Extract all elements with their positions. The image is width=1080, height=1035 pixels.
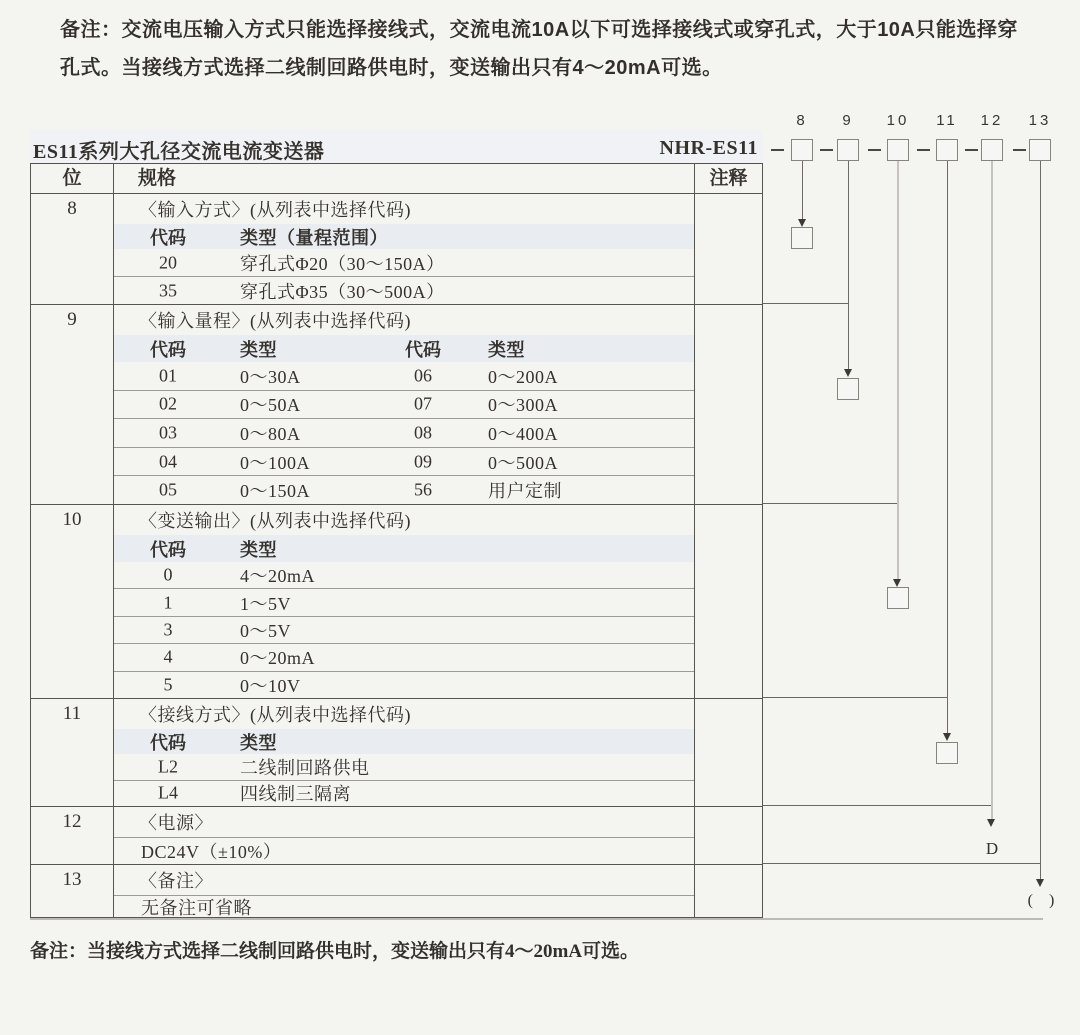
arrow-down-icon bbox=[893, 579, 901, 587]
type-cell: 0～30A bbox=[240, 366, 301, 387]
code-cell: L4 bbox=[158, 782, 178, 803]
series-title: ES11系列大孔径交流电流变送器 bbox=[33, 141, 325, 163]
dash-separator bbox=[771, 149, 784, 151]
power-code-letter: D bbox=[985, 839, 999, 858]
value-cell: DC24V（±10%） bbox=[141, 842, 282, 862]
arrow-down-icon bbox=[1036, 879, 1044, 887]
leader-line-13 bbox=[1040, 161, 1041, 879]
code-cell: 05 bbox=[159, 479, 177, 500]
bottom-note: 备注：当接线方式选择二线制回路供电时，变送输出只有4～20mA可选。 bbox=[30, 941, 640, 962]
connector-line bbox=[763, 303, 848, 304]
type-cell: 4～20mA bbox=[240, 566, 315, 587]
type-cell: 0～100A bbox=[240, 452, 310, 473]
type-cell: 0～5V bbox=[240, 621, 291, 642]
position-number: 8 bbox=[31, 194, 114, 304]
type-cell: 0～400A bbox=[488, 423, 558, 444]
type-cell: 用户定制 bbox=[488, 481, 562, 502]
option-row bbox=[114, 475, 694, 504]
type-cell: 0～20mA bbox=[240, 648, 315, 669]
code-cell: 20 bbox=[159, 252, 177, 272]
position-number: 11 bbox=[31, 699, 114, 806]
dash-separator bbox=[917, 149, 930, 151]
section-title: 〈接线方式〉 (从列表中选择代码) bbox=[139, 705, 411, 725]
code-box-13 bbox=[1029, 139, 1051, 161]
type-cell: 穿孔式Φ35（30～500A） bbox=[240, 281, 445, 302]
code-cell: 04 bbox=[159, 451, 177, 472]
option-row bbox=[114, 780, 694, 807]
dash-separator bbox=[820, 149, 833, 151]
note-cell bbox=[695, 699, 762, 806]
remark-placeholder: ( ) bbox=[1027, 892, 1055, 909]
option-row bbox=[114, 562, 694, 588]
code-cell: 56 bbox=[414, 479, 432, 500]
section-title: 〈备注〉 bbox=[139, 871, 213, 891]
type-cell: 0～200A bbox=[488, 366, 558, 387]
type-cell: 0～10V bbox=[240, 675, 301, 696]
option-row bbox=[114, 895, 694, 917]
bottom-rule bbox=[30, 918, 1043, 920]
section-title: 〈输入量程〉 (从列表中选择代码) bbox=[139, 311, 411, 331]
type-cell: 0～150A bbox=[240, 481, 310, 502]
header-spec: 规格 bbox=[114, 164, 695, 193]
code-cell: 03 bbox=[159, 422, 177, 443]
position-label-13: 13 bbox=[1028, 112, 1052, 129]
code-cell: 35 bbox=[159, 280, 177, 300]
type-cell: 0～50A bbox=[240, 395, 301, 416]
position-label-11: 11 bbox=[936, 112, 958, 129]
position-number: 10 bbox=[31, 505, 114, 698]
note-cell bbox=[695, 194, 762, 304]
table-row-9 bbox=[31, 304, 762, 504]
position-number: 12 bbox=[31, 807, 114, 864]
connector-line bbox=[763, 697, 947, 698]
option-row bbox=[114, 588, 694, 615]
table-row-13 bbox=[31, 864, 762, 917]
table-row-10 bbox=[31, 504, 762, 698]
connector-line bbox=[763, 805, 991, 806]
connector-line bbox=[763, 503, 897, 504]
note-cell bbox=[695, 865, 762, 917]
value-cell: 无备注可省略 bbox=[141, 897, 252, 918]
type-cell: 0～300A bbox=[488, 395, 558, 416]
note-cell bbox=[695, 305, 762, 504]
code-cell: L2 bbox=[158, 756, 178, 777]
section-title: 〈变送输出〉 (从列表中选择代码) bbox=[139, 511, 411, 531]
table-row-8 bbox=[31, 193, 762, 304]
arrow-down-icon bbox=[943, 733, 951, 741]
header-position: 位 bbox=[31, 164, 114, 193]
leader-line-11 bbox=[947, 161, 948, 733]
option-row bbox=[114, 362, 694, 390]
code-box-11 bbox=[936, 139, 958, 161]
code-cell: 3 bbox=[163, 619, 173, 640]
arrow-down-icon bbox=[844, 369, 852, 377]
note-cell bbox=[695, 807, 762, 864]
leader-line-10 bbox=[897, 161, 899, 579]
code-cell: 4 bbox=[163, 646, 173, 667]
position-label-10: 10 bbox=[886, 112, 910, 129]
option-row bbox=[114, 671, 694, 698]
position-label-12: 12 bbox=[980, 112, 1004, 129]
type-cell: 1～5V bbox=[240, 593, 291, 614]
option-row bbox=[114, 643, 694, 670]
option-row bbox=[114, 390, 694, 419]
code-box-8 bbox=[791, 139, 813, 161]
table-header bbox=[31, 164, 762, 193]
code-cell: 01 bbox=[159, 365, 177, 386]
position-label-9: 9 bbox=[842, 112, 854, 129]
section-title: 〈输入方式〉 (从列表中选择代码) bbox=[139, 200, 411, 220]
leader-line-9 bbox=[848, 161, 849, 369]
dash-separator bbox=[868, 149, 881, 151]
code-cell: 0 bbox=[163, 564, 173, 585]
code-type-header: 代码 类型 代码 类型 bbox=[114, 335, 694, 362]
type-cell: 二线制回路供电 bbox=[240, 757, 370, 778]
position-number: 9 bbox=[31, 305, 114, 504]
code-cell: 06 bbox=[414, 365, 432, 386]
code-cell: 07 bbox=[414, 393, 432, 414]
code-cell: 1 bbox=[163, 592, 173, 613]
option-row bbox=[114, 616, 694, 643]
model-prefix: NHR-ES11 bbox=[659, 137, 758, 159]
type-cell: 0～80A bbox=[240, 423, 301, 444]
position-number: 13 bbox=[31, 865, 114, 917]
connector-line bbox=[763, 863, 1040, 864]
position-label-8: 8 bbox=[796, 112, 808, 129]
arrow-down-icon bbox=[987, 819, 995, 827]
leader-line-12 bbox=[991, 161, 993, 819]
type-cell: 四线制三隔离 bbox=[240, 784, 351, 805]
selection-box-9 bbox=[837, 378, 859, 400]
arrow-down-icon bbox=[798, 219, 806, 227]
code-cell: 09 bbox=[414, 451, 432, 472]
option-row bbox=[114, 754, 694, 780]
option-row bbox=[114, 837, 694, 864]
top-note: 备注：交流电压输入方式只能选择接线式，交流电流10A以下可选择接线式或穿孔式，大于10A只能选择穿孔式。当接线方式选择二线制回路供电时，变送输出只有4～20mA可选。 bbox=[60, 19, 1018, 79]
code-cell: 02 bbox=[159, 393, 177, 414]
type-cell: 穿孔式Φ20（30～150A） bbox=[240, 253, 445, 274]
dash-separator bbox=[1013, 149, 1026, 151]
code-box-12 bbox=[981, 139, 1003, 161]
code-box-10 bbox=[887, 139, 909, 161]
option-row bbox=[114, 276, 694, 304]
section-title: 〈电源〉 bbox=[139, 813, 213, 833]
selection-box-11 bbox=[936, 742, 958, 764]
code-type-header: 代码 类型 bbox=[114, 535, 694, 562]
table-row-11 bbox=[31, 698, 762, 806]
code-box-9 bbox=[837, 139, 859, 161]
code-cell: 08 bbox=[414, 422, 432, 443]
option-row bbox=[114, 249, 694, 276]
dash-separator bbox=[965, 149, 978, 151]
spec-table bbox=[30, 163, 763, 918]
type-cell: 0～500A bbox=[488, 452, 558, 473]
header-note: 注释 bbox=[709, 168, 748, 189]
note-cell bbox=[695, 505, 762, 698]
selection-box-8 bbox=[791, 227, 813, 249]
option-row bbox=[114, 447, 694, 476]
option-row bbox=[114, 418, 694, 447]
code-type-header: 代码 类型 bbox=[114, 729, 694, 754]
leader-line-8 bbox=[802, 161, 803, 219]
code-cell: 5 bbox=[163, 674, 173, 695]
code-type-header: 代码 类型（量程范围） bbox=[114, 224, 694, 249]
table-row-12 bbox=[31, 806, 762, 864]
selection-box-10 bbox=[887, 587, 909, 609]
